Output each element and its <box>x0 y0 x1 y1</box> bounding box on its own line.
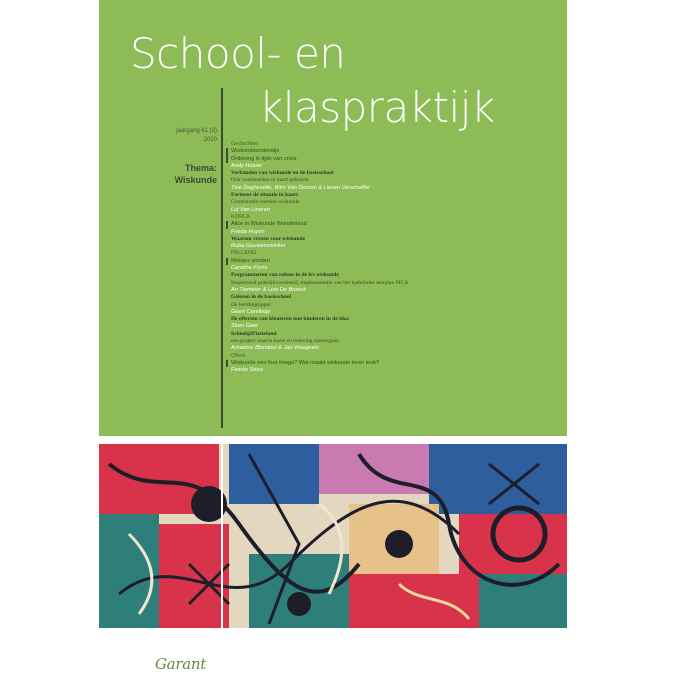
issue-line: jaargang 61 (3) <box>176 128 217 134</box>
cover-green-panel <box>99 0 567 436</box>
toc-line: Wiskunde een fout imago? Wat maakt wiskunde leren leuk? <box>226 360 561 367</box>
toc-line: Inspirerend praktijkvoorbeeld, implementatie van het katholieke leerplan PICA <box>231 279 409 286</box>
toc-line: Verbanden van wiskunde en de basisschool <box>231 170 334 177</box>
toc-line: Gedachten <box>231 141 259 147</box>
toc-line: Lid Van Lineren <box>231 206 270 213</box>
toc-line: An Tiemeier & Lise De Broeck <box>231 286 306 293</box>
toc-line: Gelezen in de basisschool <box>231 294 292 301</box>
cover-title-line1: School- en <box>130 29 346 78</box>
toc-line: School@Platteland <box>231 330 277 337</box>
toc-line: Ofwel <box>231 352 246 359</box>
toc-line: Wiskundeonderwijs <box>226 148 561 155</box>
toc-line: Frieda Hoyen <box>231 228 265 235</box>
toc-line: Waarom vrezen voor wiskunde <box>231 235 306 242</box>
toc-line: Caroline Fryns <box>231 265 268 272</box>
magazine-cover <box>99 0 567 628</box>
divider-line <box>221 88 223 428</box>
toc-line: Annelore Blondeel & Jan Waegeels <box>231 345 319 352</box>
publisher-logo: Garant <box>155 655 206 673</box>
cover-title-line2: klaspraktijk <box>259 83 495 132</box>
toc-line: De effecten van kleuteren met kinderen in de klas <box>231 316 349 323</box>
toc-line: een project waarin korte en beleving samengaan <box>231 338 339 345</box>
toc-line: Formeer de situatie in kaart <box>231 192 299 199</box>
toc-line: KORLA <box>231 213 250 220</box>
toc-line: De leerdingsipper <box>231 301 271 308</box>
theme-label: Thema: <box>184 163 217 173</box>
toc-line: Femke Swos <box>231 367 264 374</box>
table-of-contents <box>231 141 561 375</box>
toc-line: Ook voorbeelden in kaart gebracht <box>231 177 309 184</box>
cover-artwork <box>99 444 567 628</box>
toc-line: Ordening in tijde van crisis <box>226 156 561 163</box>
toc-line: PALLENG <box>231 250 257 257</box>
issue-year: 2020 <box>203 137 217 143</box>
theme-value: Wiskunde <box>174 175 217 185</box>
toc-line: Andy Hoarer <box>231 162 263 169</box>
toc-line: Meisjes worden <box>226 258 561 265</box>
toc-line: Contextuele vormen wiskunde <box>231 199 300 206</box>
toc-line: Programmeren van robots in de lrs wiskunde <box>231 272 339 279</box>
toc-line: Geert Carelleqe <box>231 308 271 315</box>
toc-line: Alice in Wiskunde Wonderland <box>226 221 561 228</box>
toc-line: Siren Gaie <box>231 323 258 330</box>
toc-line: Tine Degheselle, Wim Van Dooren & Lieven Verschaffel <box>231 184 370 191</box>
toc-line: Ruba Geuwenswinkel <box>231 243 286 250</box>
